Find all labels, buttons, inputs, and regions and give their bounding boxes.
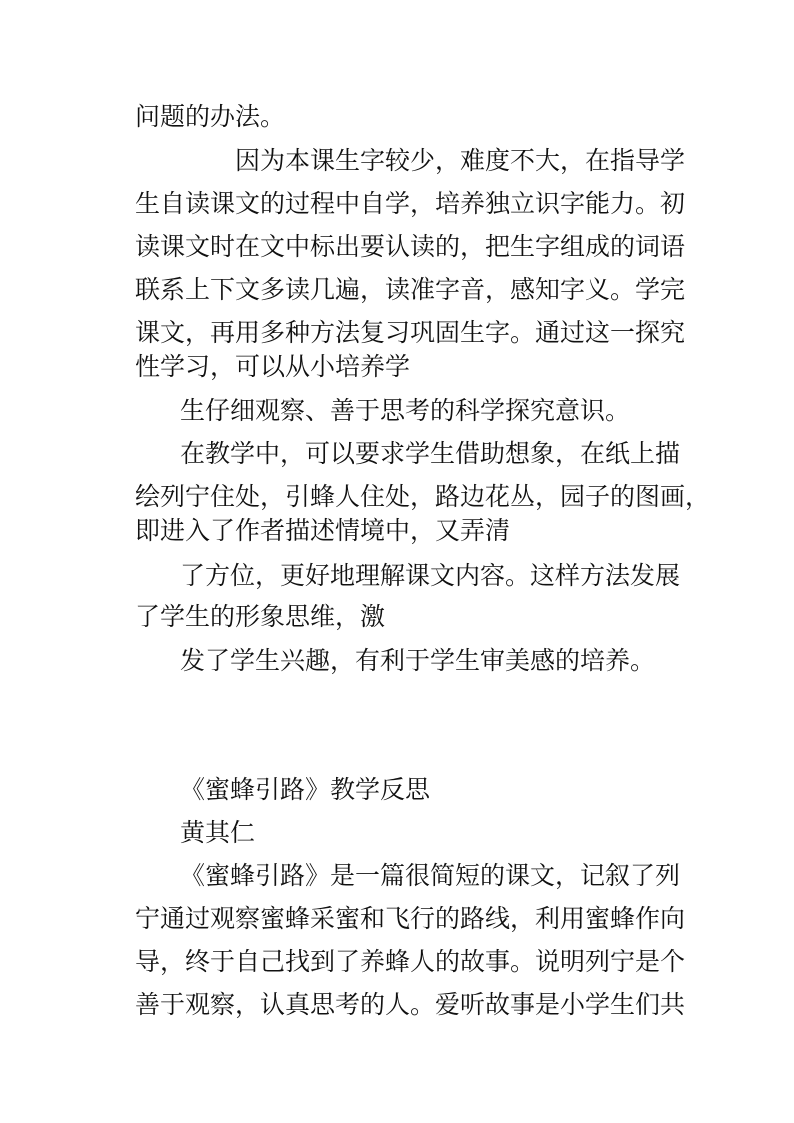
text-line: 即进入了作者描述情境中，又弄清 [135, 516, 511, 545]
author-name: 黄其仁 [180, 818, 256, 847]
text-line: 读课文时在文中标出要认读的，把生字组成的词语 [135, 232, 686, 261]
text-line: 生仔细观察、善于思考的科学探究意识。 [180, 396, 631, 425]
text-line: 联系上下文多读几遍，读准字音，感知字义。学完 [135, 275, 686, 304]
text-line: 性学习，可以从小培养学 [135, 352, 411, 381]
section-title: 《蜜蜂引路》教学反思 [180, 775, 431, 804]
text-line: 在教学中，可以要求学生借助想象，在纸上描 [180, 439, 681, 468]
text-line: 绘列宁住处，引蜂人住处，路边花丛，园子的图画， [135, 482, 711, 511]
text-line: 善于观察，认真思考的人。爱听故事是小学生们共 [135, 990, 686, 1019]
text-line: 生自读课文的过程中自学，培养独立识字能力。初 [135, 189, 686, 218]
text-line: 发了学生兴趣，有利于学生审美感的培养。 [180, 646, 656, 675]
text-line: 《蜜蜂引路》是一篇很简短的课文，记叙了列 [180, 861, 681, 890]
text-line: 宁通过观察蜜蜂采蜜和飞行的路线，利用蜜蜂作向 [135, 904, 686, 933]
text-line: 了学生的形象思维，激 [135, 602, 386, 631]
text-line: 问题的办法。 [135, 102, 286, 131]
text-line: 课文，再用多种方法复习巩固生字。通过这一探究 [135, 318, 686, 347]
text-line: 了方位，更好地理解课文内容。这样方法发展 [180, 561, 681, 590]
text-line: 导，终于自己找到了养蜂人的故事。说明列宁是个 [135, 947, 686, 976]
text-line: 因为本课生字较少，难度不大，在指导学 [235, 146, 686, 175]
